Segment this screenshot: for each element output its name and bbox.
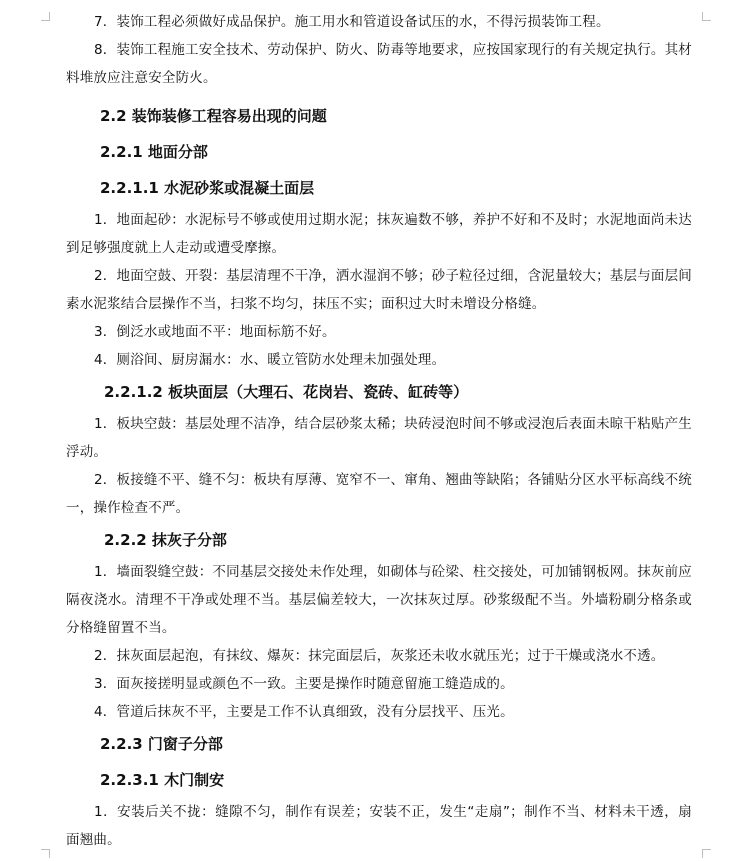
section-heading: 2.2 装饰装修工程容易出现的问题 [100,107,327,125]
paragraph: 2．地面空鼓、开裂：基层清理不干净，洒水湿润不够；砂子粒径过细，含泥量较大；基层与面层间素水泥浆结合层操作不当，扫浆不均匀，抹压不实；面积过大时未增设分格缝。 [66,268,692,312]
paragraph: 1．板块空鼓：基层处理不洁净，结合层砂浆太稀；块砖浸泡时间不够或浸泡后表面未晾干粘贴产生浮动。 [66,416,692,460]
subsection-heading: 2.2.1 地面分部 [100,143,208,161]
page-corner-mark [41,849,50,858]
paragraph: 4．厕浴间、厨房漏水：水、暖立管防水处理未加强处理。 [94,352,446,368]
paragraph: 4．管道后抹灰不平，主要是工作不认真细致，没有分层找平、压光。 [94,704,514,720]
paragraph: 3．倒泛水或地面不平：地面标筋不好。 [94,324,336,340]
paragraph: 2．板接缝不平、缝不匀：板块有厚薄、宽窄不一、窜角、翘曲等缺陷；各铺贴分区水平标高线不统一，操作检查不严。 [66,472,692,516]
subsubsection-heading: 2.2.1.2 板块面层（大理石、花岗岩、瓷砖、缸砖等） [104,383,469,401]
page-corner-mark [702,12,711,21]
subsubsection-heading: 2.2.1.1 水泥砂浆或混凝土面层 [100,179,315,197]
paragraph: 1．地面起砂：水泥标号不够或使用过期水泥；抹灰遍数不够，养护不好和不及时；水泥地面尚未达到足够强度就上人走动或遭受摩擦。 [66,212,692,256]
document-body [66,8,692,854]
subsection-heading: 2.2.3 门窗子分部 [100,735,223,753]
page-corner-mark [41,12,50,21]
paragraph: 2．抹灰面层起泡，有抹纹、爆灰：抹完面层后，灰浆还未收水就压光；过于干燥或浇水不透。 [94,648,665,664]
subsubsection-heading: 2.2.3.1 木门制安 [100,771,225,789]
paragraph: 1．安装后关不拢：缝隙不匀，制作有误差；安装不正，发生“走扇”；制作不当、材料未干透，扇面翘曲。 [66,804,692,848]
paragraph: 1．墙面裂缝空鼓：不同基层交接处未作处理，如砌体与砼梁、柱交接处，可加铺钢板网。抹灰前应隔夜浇水。清理不干净或处理不当。基层偏差较大，一次抹灰过厚。砂浆级配不当。外墙粉刷分格条或分格缝留置不当。 [66,564,692,636]
page-corner-mark [702,849,711,858]
paragraph: 3．面灰接搓明显或颜色不一致。主要是操作时随意留施工缝造成的。 [94,676,514,692]
paragraph: 7．装饰工程必须做好成品保护。施工用水和管道设备试压的水，不得污损装饰工程。 [94,14,610,30]
subsection-heading: 2.2.2 抹灰子分部 [104,531,227,549]
paragraph: 8．装饰工程施工安全技术、劳动保护、防火、防毒等地要求，应按国家现行的有关规定执行。其材料堆放应注意安全防火。 [66,42,692,86]
